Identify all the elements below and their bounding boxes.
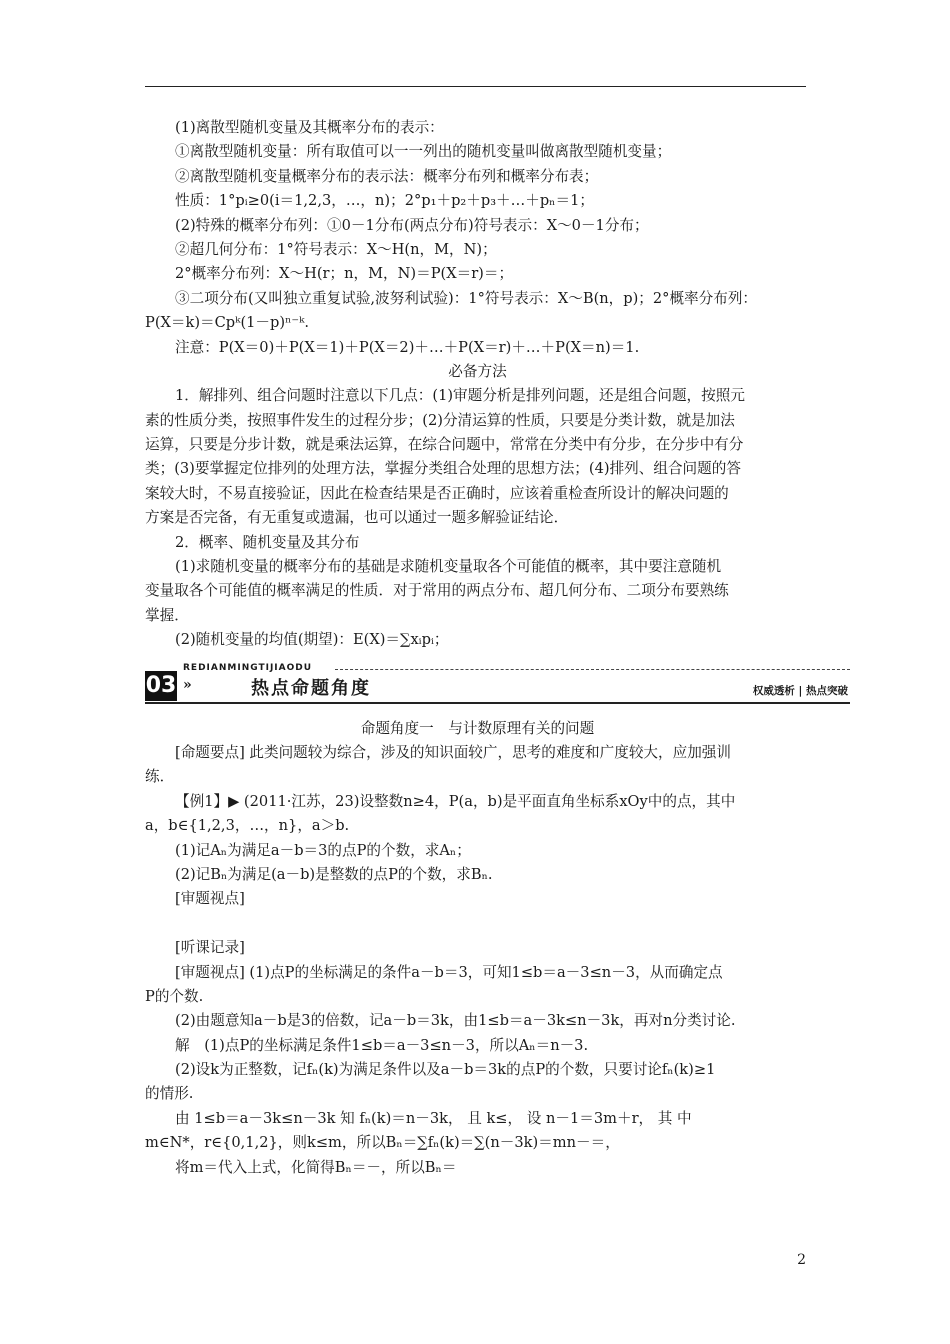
example-block [145,741,810,1180]
text-line: [听课记录] [175,939,245,957]
text-line: ②离散型随机变量概率分布的表示法：概率分布列和概率分布表； [175,167,599,185]
text-line: ②超几何分布：1°符号表示：X～H(n，M，N)； [175,240,497,258]
text-line: 【例1】▶ (2011·江苏，23)设整数n≥4，P(a，b)是平面直角坐标系xOy中的点，其中 [175,792,736,810]
text-line: 变量取各个可能值的概率满足的性质．对于常用的两点分布、超几何分布、二项分布要熟练 [145,582,729,600]
text-line: m∈N*，r∈{0,1,2}，则k≤m，所以Bₙ＝∑fₙ(k)＝∑(n－3k)＝mn－＝， [145,1134,620,1152]
text-line: 的情形. [145,1085,194,1103]
text-line: 解 (1)点P的坐标满足条件1≤b＝a－3≤n－3，所以Aₙ＝n－3. [175,1036,589,1054]
text-line: [审题视点] [175,890,245,908]
page-number: 2 [797,1252,806,1268]
text-line: ③二项分布(又叫独立重复试验,波努利试验)：1°符号表示：X～B(n，p)；2°概率分布列： [175,289,758,307]
text-line: 将m＝代入上式，化简得Bₙ＝－，所以Bₙ＝ [175,1158,457,1176]
text-line: (2)随机变量的均值(期望)：E(X)＝∑xᵢpᵢ； [175,631,449,649]
text-line: (1)记Aₙ为满足a－b＝3的点P的个数，求Aₙ； [175,841,471,859]
text-line: 2°概率分布列：X～H(r；n，M，N)＝P(X＝r)＝； [175,265,514,283]
text-line: [命题要点] 此类问题较为综合，涉及的知识面较广，思考的难度和广度较大，应加强训 [175,743,731,761]
text-line: ①离散型随机变量：所有取值可以一一列出的随机变量叫做离散型随机变量； [175,143,672,161]
header-rule [145,86,806,87]
text-line: (2)由题意知a－b是3的倍数，记a－b＝3k，由1≤b＝a－3k≤n－3k，再对n分类讨论. [175,1012,736,1030]
angle-title: 命题角度一 与计数原理有关的问题 [360,719,595,737]
hot-topic-banner [145,662,848,705]
text-line: (2)特殊的概率分布列：①0－1分布(两点分布)符号表示：X～0－1分布； [175,216,649,234]
banner-subtitle: REDIANMINGTIJIAODU [183,662,313,673]
text-line: 运算，只要是分步计数，就是乘法运算，在综合问题中，常常在分类中有分步，在分步中有分 [145,436,744,454]
methods-block [145,384,810,652]
text-line: 性质：1°pᵢ≥0(i＝1,2,3，…，n)；2°p₁＋p₂＋p₃＋…＋pₙ＝1； [175,192,594,210]
text-line: 由 1≤b＝a－3k≤n－3k 知 fₙ(k)＝n－3k， 且 k≤， 设 n－1＝3m＋r， 其 中 [175,1109,692,1127]
banner-title: 热点命题角度 [251,677,371,699]
text-line: 方案是否完备，有无重复或遗漏，也可以通过一题多解验证结论． [145,509,569,527]
section-heading: 必备方法 [448,362,507,380]
text-line: (2)记Bₙ为满足(a－b)是整数的点P的个数，求Bₙ. [175,865,493,883]
banner-dash-line [335,669,850,670]
text-line: (1)求随机变量的概率分布的基础是求随机变量取各个可能值的概率，其中要注意随机 [175,558,722,576]
text-line: (2)设k为正整数，记fₙ(k)为满足条件以及a－b＝3k的点P的个数，只要讨论fₙ(k)≥1 [175,1061,716,1079]
text-line: 案较大时，不易直接验证，因此在检查结果是否正确时，应该着重检查所设计的解决问题的 [145,484,729,502]
text-line: 掌握． [145,606,189,624]
text-line: 1．解排列、组合问题时注意以下几点：(1)审题分析是排列问题，还是组合问题，按照元 [175,387,745,405]
double-arrow-icon: » [183,676,192,693]
text-line: P的个数. [145,987,204,1005]
document-body [145,116,848,1180]
banner-number: 03 [145,671,177,701]
text-line: P(X＝k)＝Cpᵏ(1－p)ⁿ⁻ᵏ. [145,314,310,332]
banner-rule [145,702,850,704]
text-line: 类；(3)要掌握定位排列的处理方法，掌握分类组合处理的思想方法；(4)排列、组合问题的答 [145,460,741,478]
notes-block [145,116,810,360]
text-line: 素的性质分类，按照事件发生的过程分步；(2)分清运算的性质，只要是分类计数，就是加法 [145,411,735,429]
text-line [145,912,810,936]
text-line: a，b∈{1,2,3，…，n}，a＞b. [145,817,350,835]
text-line: (1)离散型随机变量及其概率分布的表示： [175,119,444,136]
text-line: 2．概率、随机变量及其分布 [175,533,360,551]
text-line: [审题视点] (1)点P的坐标满足的条件a－b＝3，可知1≤b＝a－3≤n－3，从而确定点 [175,963,723,981]
banner-right-text: 权威透析 | 热点突破 [752,684,848,697]
text-line: 练． [145,768,175,786]
text-line: 注意：P(X＝0)＋P(X＝1)＋P(X＝2)＋…＋P(X＝r)＋…＋P(X＝n)＝1. [175,338,640,356]
